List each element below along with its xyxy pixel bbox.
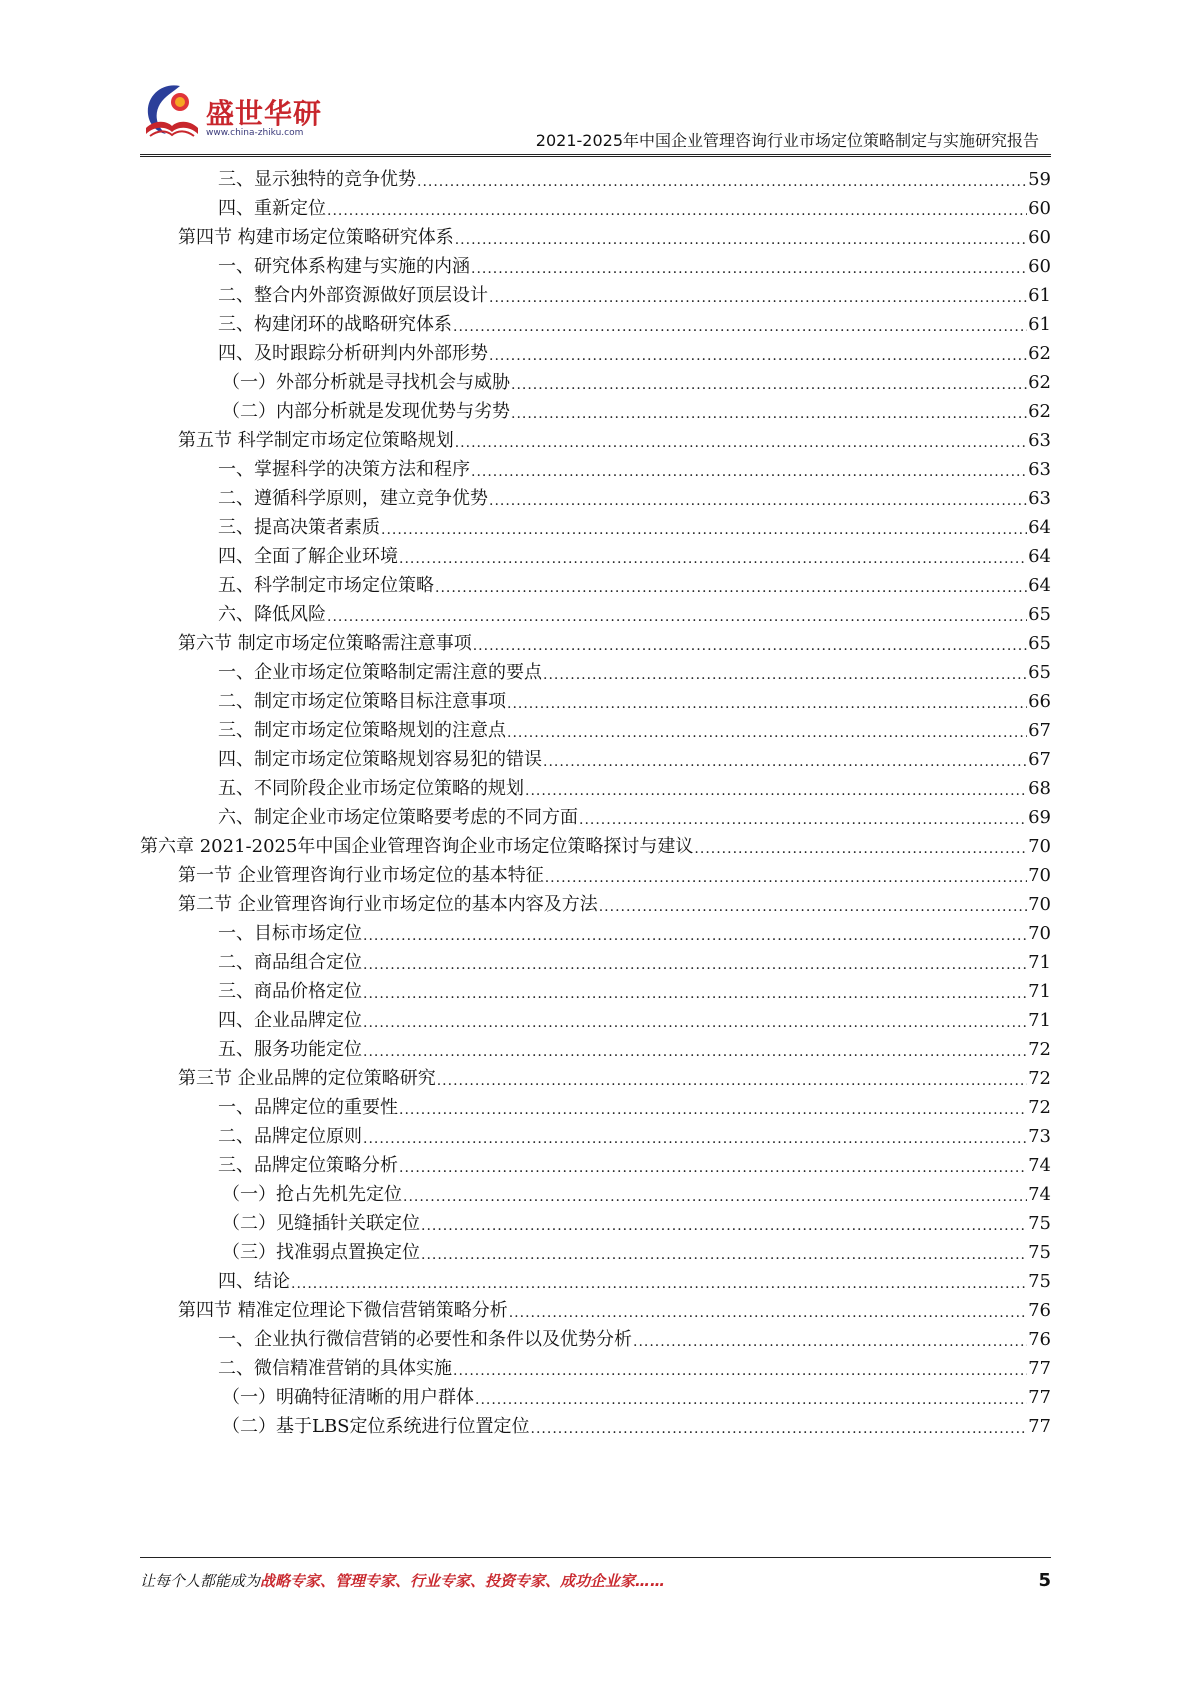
toc-entry[interactable] xyxy=(218,798,1051,829)
toc-entry[interactable] xyxy=(218,653,1051,684)
page-number: 5 xyxy=(1038,1570,1051,1591)
toc-entry[interactable] xyxy=(218,450,1051,481)
toc-entry-label: 一、品牌定位的重要性 xyxy=(218,1097,398,1118)
toc-entry-label: 六、降低风险 xyxy=(218,604,326,625)
toc-entry-page: 75 xyxy=(1028,1271,1051,1292)
header-divider xyxy=(140,154,1051,157)
toc-entry[interactable] xyxy=(178,1291,1051,1322)
toc-entry-label: 四、企业品牌定位 xyxy=(218,1010,362,1031)
toc-entry-label: 二、商品组合定位 xyxy=(218,952,362,973)
toc-entry-label: 三、显示独特的竞争优势 xyxy=(218,169,416,190)
toc-entry-page: 77 xyxy=(1028,1416,1051,1437)
toc-entry-label: 三、商品价格定位 xyxy=(218,981,362,1002)
toc-entry-label: 三、制定市场定位策略规划的注意点 xyxy=(218,720,506,741)
toc-entry-page: 62 xyxy=(1028,401,1051,422)
toc-entry[interactable] xyxy=(218,595,1051,626)
toc-entry-page: 60 xyxy=(1028,198,1051,219)
toc-entry-page: 72 xyxy=(1028,1039,1051,1060)
toc-entry-page: 73 xyxy=(1028,1126,1051,1147)
toc-entry-page: 71 xyxy=(1028,1010,1051,1031)
toc-entry-page: 67 xyxy=(1028,720,1051,741)
toc-entry[interactable] xyxy=(218,1320,1051,1351)
toc-entry[interactable] xyxy=(218,247,1051,278)
toc-entry-label: 第三节 企业品牌的定位策略研究 xyxy=(178,1068,436,1089)
toc-entry-label: 一、企业执行微信营销的必要性和条件以及优势分析 xyxy=(218,1329,632,1350)
toc-entry[interactable] xyxy=(218,682,1051,713)
toc-entry-label: 五、不同阶段企业市场定位策略的规划 xyxy=(218,778,524,799)
toc-entry-page: 63 xyxy=(1028,488,1051,509)
toc-entry-page: 68 xyxy=(1028,778,1051,799)
toc-entry-page: 60 xyxy=(1028,256,1051,277)
toc-entry-label: （一）明确特征清晰的用户群体 xyxy=(222,1387,474,1408)
toc-entry-label: 三、提高决策者素质 xyxy=(218,517,380,538)
toc-entry[interactable] xyxy=(222,1175,1051,1206)
footer-slogan-highlight: 战略专家、管理专家、行业专家、投资专家、成功企业家…… xyxy=(260,1572,666,1590)
toc-entry[interactable] xyxy=(178,856,1051,887)
toc-entry-label: 一、目标市场定位 xyxy=(218,923,362,944)
toc-entry-page: 71 xyxy=(1028,952,1051,973)
toc-entry-label: 第四节 精准定位理论下微信营销策略分析 xyxy=(178,1300,508,1321)
toc-entry[interactable] xyxy=(218,537,1051,568)
toc-entry[interactable] xyxy=(218,711,1051,742)
toc-entry-page: 65 xyxy=(1028,604,1051,625)
toc-entry[interactable] xyxy=(178,421,1051,452)
toc-entry-page: 64 xyxy=(1028,575,1051,596)
toc-entry-page: 72 xyxy=(1028,1097,1051,1118)
brand-logo xyxy=(140,80,323,150)
toc-entry-label: 四、制定市场定位策略规划容易犯的错误 xyxy=(218,749,542,770)
toc-entry[interactable] xyxy=(222,1233,1051,1264)
toc-entry-label: 四、重新定位 xyxy=(218,198,326,219)
toc-entry-page: 59 xyxy=(1028,169,1051,190)
toc-entry[interactable] xyxy=(218,566,1051,597)
toc-entry-label: 五、科学制定市场定位策略 xyxy=(218,575,434,596)
toc-entry-page: 74 xyxy=(1028,1155,1051,1176)
toc-entry-page: 71 xyxy=(1028,981,1051,1002)
toc-entry[interactable] xyxy=(218,1001,1051,1032)
toc-entry[interactable] xyxy=(218,1088,1051,1119)
toc-entry[interactable] xyxy=(222,392,1051,423)
toc-entry-label: （一）外部分析就是寻找机会与威胁 xyxy=(222,372,510,393)
toc-entry-label: 第六章 2021-2025年中国企业管理咨询企业市场定位策略探讨与建议 xyxy=(140,836,694,857)
toc-entry[interactable] xyxy=(218,1262,1051,1293)
toc-entry-label: （二）见缝插针关联定位 xyxy=(222,1213,420,1234)
toc-entry-page: 75 xyxy=(1028,1213,1051,1234)
toc-entry-label: （三）找准弱点置换定位 xyxy=(222,1242,420,1263)
toc-entry-page: 72 xyxy=(1028,1068,1051,1089)
toc-entry-label: （二）内部分析就是发现优势与劣势 xyxy=(222,401,510,422)
toc-entry-page: 77 xyxy=(1028,1358,1051,1379)
toc-entry-label: 第一节 企业管理咨询行业市场定位的基本特征 xyxy=(178,865,544,886)
toc-entry[interactable] xyxy=(218,1030,1051,1061)
toc-entry-page: 60 xyxy=(1028,227,1051,248)
report-title: 2021-2025年中国企业管理咨询行业市场定位策略制定与实施研究报告 xyxy=(535,131,1039,150)
toc-entry[interactable] xyxy=(218,914,1051,945)
toc-entry-label: 一、掌握科学的决策方法和程序 xyxy=(218,459,470,480)
toc-entry-label: 第二节 企业管理咨询行业市场定位的基本内容及方法 xyxy=(178,894,598,915)
toc-entry-page: 77 xyxy=(1028,1387,1051,1408)
page-footer xyxy=(140,1570,1051,1596)
toc-entry[interactable] xyxy=(218,972,1051,1003)
toc-entry-label: 一、企业市场定位策略制定需注意的要点 xyxy=(218,662,542,683)
toc-entry-label: 二、品牌定位原则 xyxy=(218,1126,362,1147)
toc-entry[interactable] xyxy=(218,305,1051,336)
toc-entry[interactable] xyxy=(140,827,1051,858)
toc-entry[interactable] xyxy=(218,943,1051,974)
toc-entry[interactable] xyxy=(218,276,1051,307)
logo-emblem-icon xyxy=(140,80,204,144)
toc-entry-page: 67 xyxy=(1028,749,1051,770)
toc-entry-page: 64 xyxy=(1028,546,1051,567)
toc-entry-label: 四、结论 xyxy=(218,1271,290,1292)
toc-entry[interactable] xyxy=(178,624,1051,655)
toc-entry-page: 65 xyxy=(1028,633,1051,654)
toc-entry[interactable] xyxy=(218,160,1051,191)
toc-entry-page: 69 xyxy=(1028,807,1051,828)
toc-entry-label: 四、及时跟踪分析研判内外部形势 xyxy=(218,343,488,364)
toc-entry-page: 66 xyxy=(1028,691,1051,712)
toc-entry-page: 61 xyxy=(1028,314,1051,335)
toc-entry[interactable] xyxy=(218,1117,1051,1148)
toc-entry[interactable] xyxy=(218,769,1051,800)
toc-entry-label: 二、整合内外部资源做好顶层设计 xyxy=(218,285,488,306)
toc-entry-label: 五、服务功能定位 xyxy=(218,1039,362,1060)
toc-entry-page: 64 xyxy=(1028,517,1051,538)
toc-entry-page: 61 xyxy=(1028,285,1051,306)
toc-entry-label: （二）基于LBS定位系统进行位置定位 xyxy=(222,1416,530,1437)
toc-entry-page: 75 xyxy=(1028,1242,1051,1263)
footer-slogan-prefix: 让每个人都能成为 xyxy=(140,1572,261,1590)
toc-entry-label: 第五节 科学制定市场定位策略规划 xyxy=(178,430,454,451)
footer-divider xyxy=(140,1557,1051,1558)
toc-entry-page: 70 xyxy=(1028,865,1051,886)
toc-entry-page: 70 xyxy=(1028,923,1051,944)
toc-leader-dots xyxy=(531,1420,1028,1438)
toc-entry[interactable] xyxy=(218,1349,1051,1380)
page-header xyxy=(0,0,1191,150)
toc-entry-page: 65 xyxy=(1028,662,1051,683)
toc-entry[interactable] xyxy=(222,1378,1051,1409)
toc-entry-page: 62 xyxy=(1028,372,1051,393)
toc-entry-page: 76 xyxy=(1028,1300,1051,1321)
toc-entry-label: 一、研究体系构建与实施的内涵 xyxy=(218,256,470,277)
toc-entry-label: 二、制定市场定位策略目标注意事项 xyxy=(218,691,506,712)
toc-entry[interactable] xyxy=(218,1146,1051,1177)
toc-entry-label: （一）抢占先机先定位 xyxy=(222,1184,402,1205)
toc-entry[interactable] xyxy=(218,740,1051,771)
logo-url: www.china-zhiku.com xyxy=(206,128,304,138)
toc-entry[interactable] xyxy=(218,508,1051,539)
toc-entry[interactable] xyxy=(178,885,1051,916)
toc-entry-label: 六、制定企业市场定位策略要考虑的不同方面 xyxy=(218,807,578,828)
toc-entry[interactable] xyxy=(218,479,1051,510)
toc-entry-page: 74 xyxy=(1028,1184,1051,1205)
toc-entry[interactable] xyxy=(178,218,1051,249)
toc-entry[interactable] xyxy=(222,363,1051,394)
toc-entry[interactable] xyxy=(222,1407,1051,1438)
toc-entry-label: 二、微信精准营销的具体实施 xyxy=(218,1358,452,1379)
toc-entry-label: 第四节 构建市场定位策略研究体系 xyxy=(178,227,454,248)
toc-entry-label: 三、构建闭环的战略研究体系 xyxy=(218,314,452,335)
toc-entry-page: 70 xyxy=(1028,836,1051,857)
toc-entry-page: 63 xyxy=(1028,459,1051,480)
toc-entry-page: 62 xyxy=(1028,343,1051,364)
toc-entry[interactable] xyxy=(218,334,1051,365)
toc-entry-page: 76 xyxy=(1028,1329,1051,1350)
toc-entry-label: 第六节 制定市场定位策略需注意事项 xyxy=(178,633,472,654)
toc-entry[interactable] xyxy=(178,1059,1051,1090)
toc-entry-page: 70 xyxy=(1028,894,1051,915)
toc-entry[interactable] xyxy=(218,189,1051,220)
toc-entry-label: 二、遵循科学原则，建立竞争优势 xyxy=(218,488,488,509)
toc-entry-page: 63 xyxy=(1028,430,1051,451)
logo-text: 盛世华研 xyxy=(206,97,323,130)
toc-entry-label: 四、全面了解企业环境 xyxy=(218,546,398,567)
toc-entry-label: 三、品牌定位策略分析 xyxy=(218,1155,398,1176)
toc-entry[interactable] xyxy=(222,1204,1051,1235)
